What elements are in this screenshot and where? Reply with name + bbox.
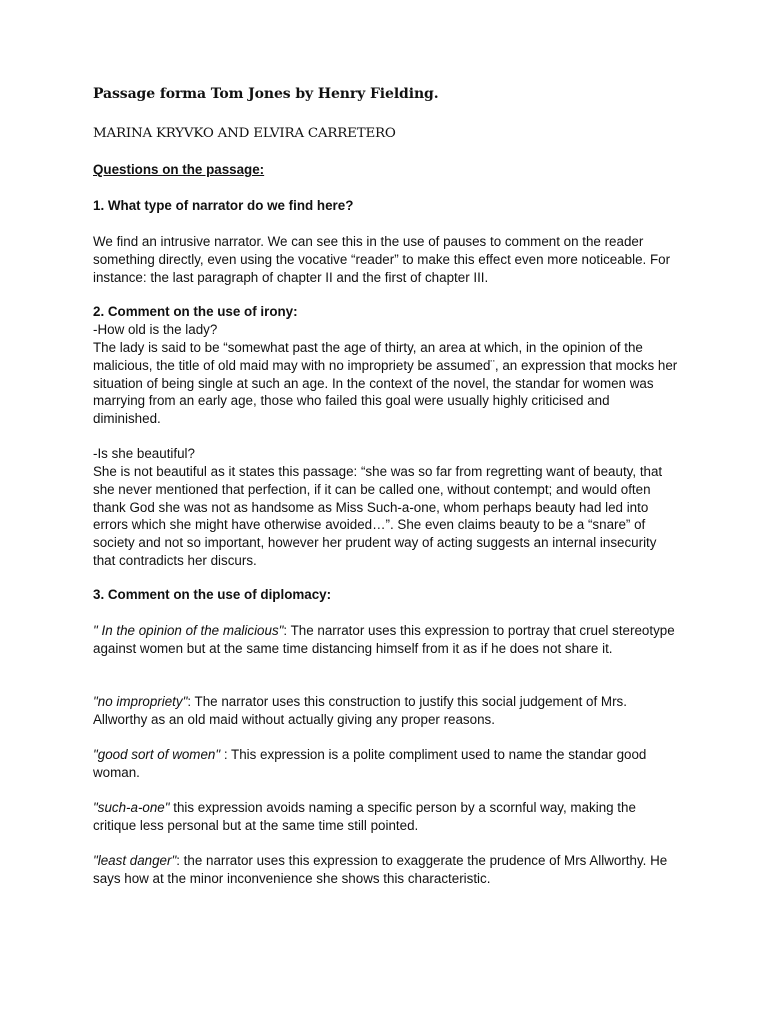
diplomacy-comment: : The narrator uses this construction to justify this social judgement of Mrs. Allworthy as an old maid without actually giving any proper reasons.: [93, 694, 627, 727]
question-2-sub1-question: -How old is the lady?: [93, 322, 218, 337]
diplomacy-item: [93, 746, 678, 782]
diplomacy-quote: " In the opinion of the malicious": [93, 623, 284, 638]
diplomacy-item: [93, 852, 678, 888]
diplomacy-item: [93, 622, 678, 658]
diplomacy-item: [93, 799, 678, 835]
question-2-sub2-answer: She is not beautiful as it states this passage: “she was so far from regretting want of beauty, that she never mentioned that perfection, if it can be called one, without contempt; and would often thank God she was not as handsome as Miss Such-a-one, whom perhaps beauty had led into errors which she might have otherwise avoided…”. She even claims beauty to be a “snare” of society and not so important, however her prudent way of acting suggests an internal insecurity that contradicts her discurs.: [93, 464, 663, 568]
question-3-heading: 3. Comment on the use of diplomacy:: [93, 587, 332, 602]
diplomacy-quote: "good sort of women": [93, 747, 221, 762]
diplomacy-item: [93, 693, 678, 729]
diplomacy-comment: : This expression is a polite compliment used to name the standar good woman.: [93, 747, 647, 780]
question-2-sub1-answer: The lady is said to be “somewhat past the age of thirty, an area at which, in the opinion of the malicious, the title of old maid may with no impropriety be assumed¨, an expression that mocks her situation of being single at such an age. In the context of the novel, the standar for women was marrying from an early age, those who failed this goal were usually highly criticised and diminished.: [93, 340, 678, 427]
question-1-answer: We find an intrusive narrator. We can see this in the use of pauses to comment on the reader something directly, even using the vocative “reader” to make this effect even more noticeable. For instance: the last paragraph of chapter II and the first of chapter III.: [93, 234, 671, 285]
document-title: Passage forma Tom Jones by Henry Fielding.: [93, 86, 439, 102]
diplomacy-comment: : The narrator uses this expression to portray that cruel stereotype against women but at the same time distancing himself from it as if he does not share it.: [93, 623, 675, 656]
question-1-heading: 1. What type of narrator do we find here?: [93, 198, 354, 213]
diplomacy-comment: : the narrator uses this expression to exaggerate the prudence of Mrs Allworthy. He says how at the minor inconvenience she shows this characteristic.: [93, 853, 668, 886]
document-authors: MARINA KRYVKO AND ELVIRA CARRETERO: [93, 126, 396, 141]
question-2-heading: 2. Comment on the use of irony:: [93, 304, 298, 319]
section-heading: Questions on the passage:: [93, 162, 265, 177]
diplomacy-quote: "such-a-one": [93, 800, 170, 815]
diplomacy-quote: "least danger": [93, 853, 177, 868]
diplomacy-comment: this expression avoids naming a specific person by a scornful way, making the critique less personal but at the same time still pointed.: [93, 800, 636, 833]
question-2-sub2-question: -Is she beautiful?: [93, 446, 195, 461]
diplomacy-quote: "no impropriety": [93, 694, 188, 709]
